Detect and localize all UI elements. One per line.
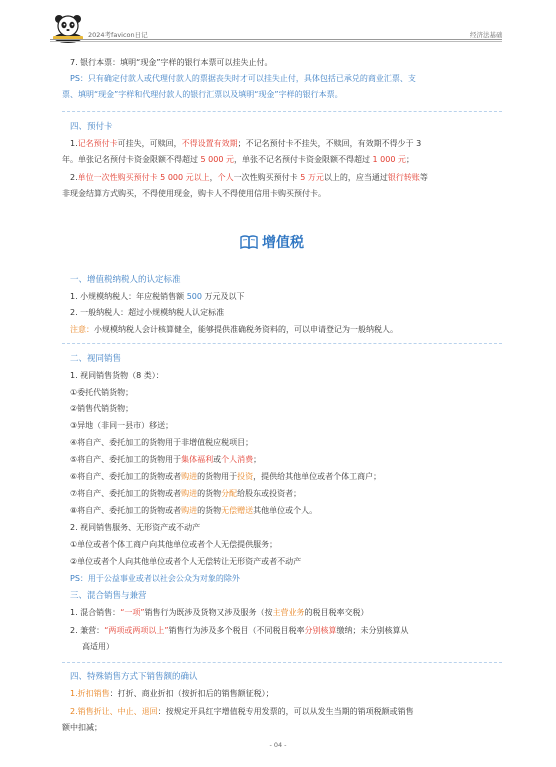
- note-label: 注意：: [70, 325, 94, 334]
- header-rule: [50, 39, 502, 40]
- s2-line-2: ①委托代销货物；: [70, 388, 134, 397]
- s1-line-1: 1. 小规模纳税人：年应税销售额 500 万元及以下: [70, 292, 245, 301]
- s1-line-2: 2. 一般纳税人：超过小规模纳税人认定标准: [70, 308, 225, 317]
- chapter-title-text: 增值税: [262, 234, 304, 251]
- prepaid-line-4: 非现金结算方式购买，不得使用现金，购卡人不得使用信用卡购买预付卡。: [62, 189, 326, 198]
- prepaid-line-1: 1.记名预付卡可挂失，可赎回，不得设置有效期；不记名预付卡不挂失，不赎回，有效期不得少于 3: [70, 139, 422, 148]
- s2-line-11: ①单位或者个体工商户向其他单位或者个人无偿提供服务；: [70, 540, 278, 549]
- section-heading-2: 二、视同销售: [70, 354, 122, 364]
- page-number: - 04 -: [269, 741, 287, 749]
- s1-note: 注意：小规模纳税人会计核算健全，能够提供准确税务资料的，可以申请登记为一般纳税人。: [70, 325, 398, 334]
- ps-line-1: PS：只有确定付款人或代理付款人的票据丧失时才可以挂失止付，具体包括已承兑的商业汇票、支: [70, 74, 416, 83]
- s2-line-7: ⑥将自产、委托加工的货物或者购进的货物用于投资，提供给其他单位或者个体工商户；: [70, 472, 382, 481]
- section-divider: [62, 343, 502, 344]
- s2-line-3: ②销售代销货物；: [70, 404, 134, 413]
- prepaid-line-2: 年。单张记名预付卡资金限额不得超过 5 000 元，单张不记名预付卡资金限额不得超过 1 000 元；: [62, 155, 414, 164]
- header-right-text: 经济法基础: [470, 31, 503, 39]
- ps-line-2: 票、填明“现金”字样和代理付款人的银行汇票以及填明“现金”字样的银行本票。: [62, 90, 343, 99]
- header-rule-thin: [50, 41, 502, 42]
- s2-line-6: ⑤将自产、委托加工的货物用于集体福利或个人消费；: [70, 455, 262, 464]
- page-header: [0, 0, 556, 44]
- header-left-text: 2024考favicon日记: [88, 31, 148, 39]
- section-heading-1: 一、增值税纳税人的认定标准: [70, 275, 181, 285]
- ps-label: PS：: [70, 74, 88, 83]
- s4-line-1: 1.折扣销售：打折、商业折扣（按折扣后的销售额征税）；: [70, 689, 274, 698]
- bank-note-item: 7. 银行本票：填明“现金”字样的银行本票可以挂失止付。: [70, 58, 273, 67]
- section-heading-prepaid: 四、预付卡: [70, 122, 113, 132]
- s2-line-9: ⑧将自产、委托加工的货物或者购进的货物无偿赠送其他单位或个人。: [70, 506, 318, 515]
- s2-line-4: ③异地（非同一县市）移送；: [70, 421, 174, 430]
- s2-line-10: 2. 视同销售服务、无形资产或不动产: [70, 523, 201, 532]
- chapter-title: [240, 231, 304, 255]
- s4-line-3: 额中扣减；: [62, 723, 102, 732]
- s2-line-5: ④将自产、委托加工的货物用于非增值税应税项目；: [70, 438, 254, 447]
- s2-line-8: ⑦将自产、委托加工的货物或者购进的货物分配给股东或投资者；: [70, 489, 302, 498]
- s2-line-1: 1. 视同销售货物（8 类）：: [70, 371, 164, 380]
- s3-line-2: 2. 兼营：“两项或两项以上”销售行为涉及多个税目（不同税目税率分别核算缴纳；未分别核算从: [70, 626, 409, 635]
- section-heading-3: 三、混合销售与兼营: [70, 591, 147, 601]
- s4-line-2: 2.销售折让、中止、退回：按规定开具红字增值税专用发票的，可以从发生当期的销项税额或销售: [70, 707, 414, 716]
- s3-line-1: 1. 混合销售：“一项”销售行为既涉及货物又涉及服务（按主营业务的税目税率交税）: [70, 608, 369, 617]
- section-heading-4: 四、特殊销售方式下销售额的确认: [70, 672, 198, 682]
- section-divider: [62, 111, 502, 112]
- s2-ps: PS：用于公益事业或者以社会公众为对象的除外: [70, 574, 240, 583]
- prepaid-line-3: 2.单位一次性购买预付卡 5 000 元以上，个人一次性购买预付卡 5 万元以上的，应当通过银行转账等: [70, 173, 428, 182]
- s3-line-3: 高适用）: [82, 642, 114, 651]
- s2-line-12: ②单位或者个人向其他单位或者个人无偿转让无形资产或者不动产: [70, 557, 302, 566]
- book-icon: [240, 235, 258, 249]
- section-divider: [62, 662, 502, 663]
